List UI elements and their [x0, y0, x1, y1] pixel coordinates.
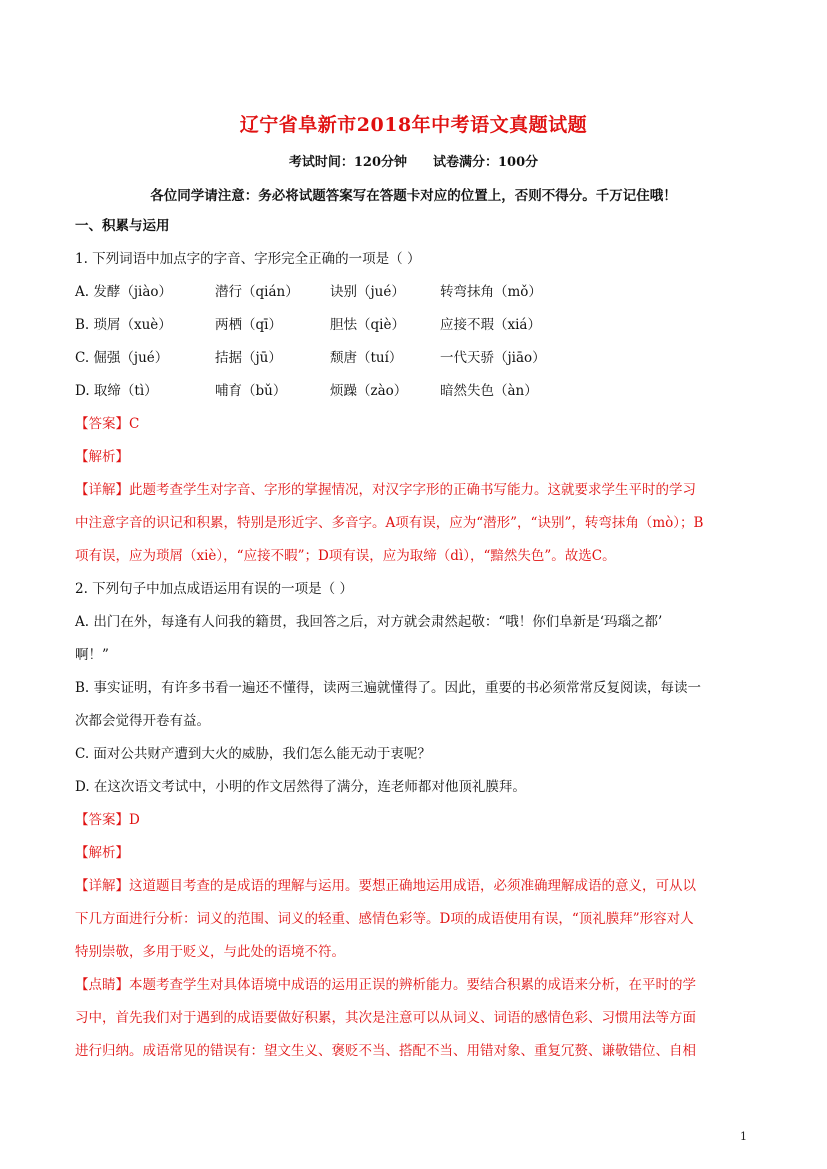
question-1-option-b — [75, 309, 755, 342]
option-cell: 暗然失色（àn） — [440, 383, 538, 399]
question-2-detail-line: 下几方面进行分析：词义的范围、词义的轻重、感情色彩等。D项的成语使用有误，“顶礼膜拜”形容对人 — [75, 911, 694, 927]
section-heading: 一、积累与运用 — [75, 218, 170, 234]
question-2-answer: 【答案】D — [75, 812, 140, 828]
option-cell: 潜行（qián） — [215, 284, 299, 300]
question-1-stem: 1. 下列词语中加点字的字音、字形完全正确的一项是（ ） — [75, 251, 421, 267]
question-2-option-line: 啊！” — [75, 647, 109, 663]
option-cell: D. 取缔（tì） — [75, 383, 158, 399]
document-title: 辽宁省阜新市2018年中考语文真题试题 — [239, 114, 588, 136]
question-2-detail-line: 【详解】这道题目考查的是成语的理解与运用。要想正确地运用成语，必须准确理解成语的意义，可从以 — [75, 878, 696, 894]
page-number: 1 — [740, 1130, 747, 1143]
question-1-option-d — [75, 375, 755, 408]
option-cell: 颓唐（tuí） — [330, 350, 403, 366]
question-2-detail-line: 特别崇敬，多用于贬义，与此处的语境不符。 — [75, 944, 345, 960]
question-2-point-line: 习中，首先我们对于遇到的成语要做好积累，其次是注意可以从词义、词语的感情色彩、习惯用法等方面 — [75, 1010, 696, 1026]
exam-info — [0, 151, 827, 170]
option-cell: 胆怯（qiè） — [330, 317, 405, 333]
question-2-option-line: D. 在这次语文考试中，小明的作文居然得了满分，连老师都对他顶礼膜拜。 — [75, 779, 526, 795]
question-2-option-line: A. 出门在外，每逢有人问我的籍贯，我回答之后，对方就会肃然起敬：“哦！你们阜新是‘玛瑙之都’ — [75, 614, 663, 630]
option-cell: 两栖（qī） — [215, 317, 282, 333]
question-1-answer: 【答案】C — [75, 416, 140, 432]
option-cell: A. 发酵（jiào） — [75, 284, 173, 300]
full-score: 试卷满分：100分 — [433, 155, 539, 170]
question-1-option-c — [75, 342, 755, 375]
exam-time: 考试时间：120分钟 — [288, 155, 407, 170]
exam-notice: 各位同学请注意：务必将试题答案写在答题卡对应的位置上，否则不得分。千万记住哦！ — [150, 188, 677, 204]
question-2-option-line: C. 面对公共财产遭到大火的威胁，我们怎么能无动于衷呢？ — [75, 746, 431, 762]
question-2-analysis-label: 【解析】 — [75, 845, 129, 861]
question-1-detail-line: 项有误，应为琐屑（xiè），“应接不暇”；D项有误，应为取缔（dì），“黯然失色”。故选C。 — [75, 548, 616, 564]
question-1-detail-line: 【详解】此题考查学生对字音、字形的掌握情况，对汉字字形的正确书写能力。这就要求学生平时的学习 — [75, 482, 696, 498]
option-cell: 转弯抹角（mǒ） — [440, 284, 542, 300]
question-1-detail-line: 中注意字音的识记和积累，特别是形近字、多音字。A项有误，应为“潜形”，“诀别”，转弯抹角（mò）；B — [75, 515, 704, 531]
option-cell: 一代天骄（jiāo） — [440, 350, 546, 366]
question-2-point-line: 【点睛】本题考查学生对具体语境中成语的运用正误的辨析能力。要结合积累的成语来分析，在平时的学 — [75, 977, 696, 993]
question-1-option-a — [75, 276, 755, 309]
option-cell: 应接不瑕（xiá） — [440, 317, 541, 333]
content-block — [75, 210, 755, 1068]
option-cell: C. 倔强（jué） — [75, 350, 169, 366]
option-cell: 哺育（bǔ） — [215, 383, 287, 399]
option-cell: 拮据（jū） — [215, 350, 282, 366]
question-2-stem: 2. 下列句子中加点成语运用有误的一项是（ ） — [75, 581, 353, 597]
question-1-analysis-label: 【解析】 — [75, 449, 129, 465]
option-cell: 烦躁（zào） — [330, 383, 408, 399]
question-2-option-line: B. 事实证明，有许多书看一遍还不懂得，读两三遍就懂得了。因此，重要的书必须常常反复阅读，每读一 — [75, 680, 702, 696]
option-cell: 诀别（jué） — [330, 284, 405, 300]
question-2-option-line: 次都会觉得开卷有益。 — [75, 713, 210, 729]
option-cell: B. 琐屑（xuè） — [75, 317, 172, 333]
question-2-point-line: 进行归纳。成语常见的错误有：望文生义、褒贬不当、搭配不当、用错对象、重复冗赘、谦敬错位、自相 — [75, 1043, 696, 1059]
